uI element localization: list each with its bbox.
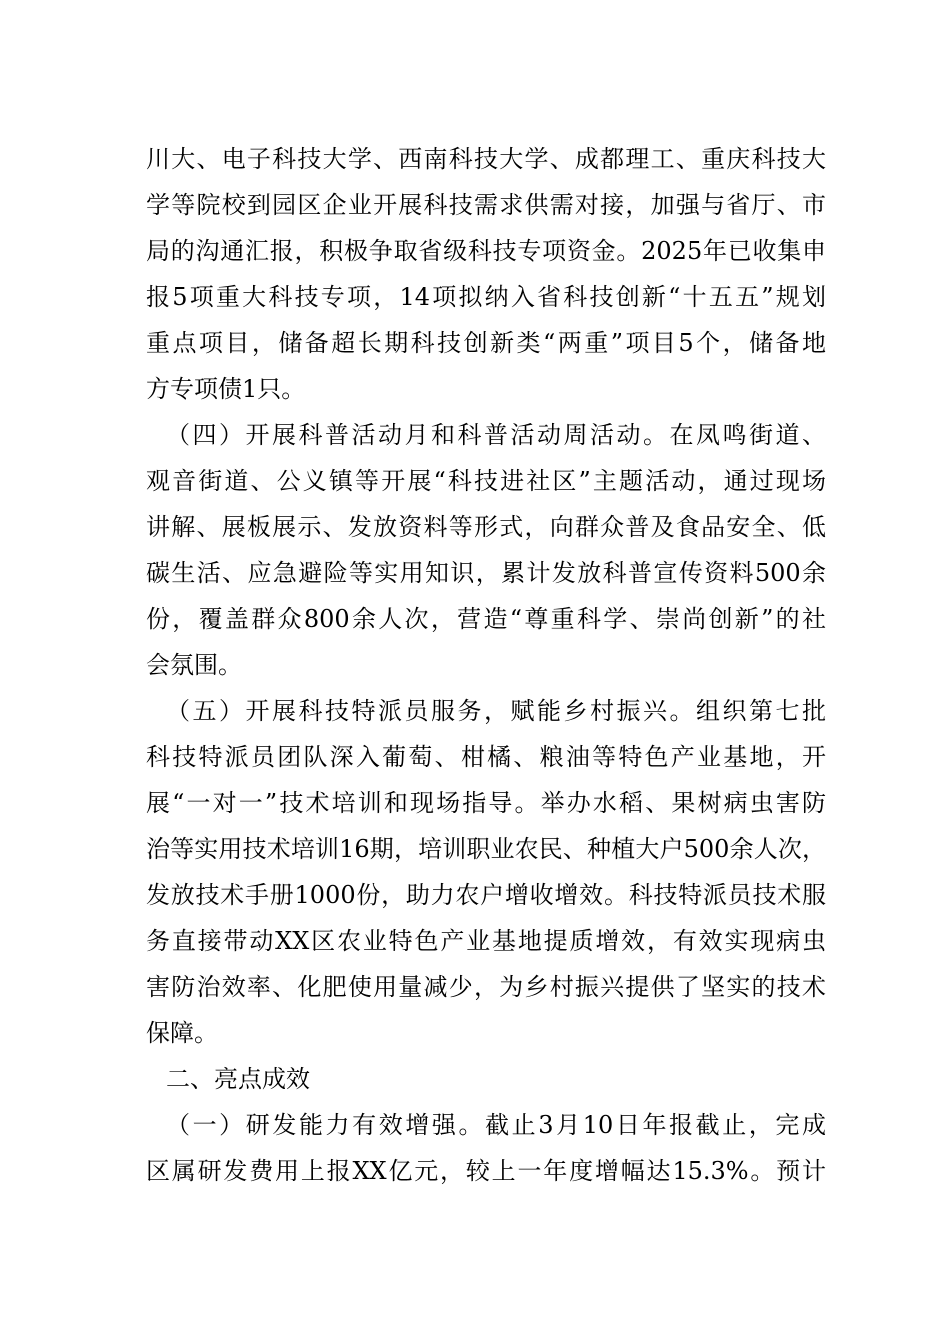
text-line: 保障。 xyxy=(146,1019,218,1047)
paragraph-science-popularization xyxy=(146,412,826,688)
text-line: 碳生活、应急避险等实用知识，累计发放科普宣传资料500余 xyxy=(146,559,826,587)
document-page xyxy=(146,136,826,1194)
text-line: 方专项债1只。 xyxy=(146,375,306,403)
text-line: 学等院校到园区企业开展科技需求供需对接，加强与省厅、市 xyxy=(146,191,826,219)
paragraph-science-funding xyxy=(146,136,826,412)
text-line: （四）开展科普活动月和科普活动周活动。在凤鸣街道、 xyxy=(166,421,826,449)
text-line: 区属研发费用上报XX亿元，较上一年度增幅达15.3%。预计 xyxy=(146,1157,826,1185)
text-line: （一）研发能力有效增强。截止3月10日年报截止，完成 xyxy=(166,1111,826,1139)
text-line: 川大、电子科技大学、西南科技大学、成都理工、重庆科技大 xyxy=(146,145,826,173)
text-line: 展“一对一”技术培训和现场指导。举办水稻、果树病虫害防 xyxy=(146,789,826,817)
text-line: 重点项目，储备超长期科技创新类“两重”项目5个，储备地 xyxy=(146,329,826,357)
text-line: 份，覆盖群众800余人次，营造“尊重科学、崇尚创新”的社 xyxy=(146,605,826,633)
paragraph-tech-envoys xyxy=(146,688,826,1056)
paragraph-rnd-capacity xyxy=(146,1102,826,1194)
text-line: 发放技术手册1000份，助力农户增收增效。科技特派员技术服 xyxy=(146,881,826,909)
section-heading: 二、亮点成效 xyxy=(166,1065,310,1093)
text-line: 观音街道、公义镇等开展“科技进社区”主题活动，通过现场 xyxy=(146,467,826,495)
text-line: 治等实用技术培训16期，培训职业农民、种植大户500余人次， xyxy=(146,835,826,863)
text-line: 讲解、展板展示、发放资料等形式，向群众普及食品安全、低 xyxy=(146,513,826,541)
text-line: 务直接带动XX区农业特色产业基地提质增效，有效实现病虫 xyxy=(146,927,826,955)
text-line: 科技特派员团队深入葡萄、柑橘、粮油等特色产业基地，开 xyxy=(146,743,826,771)
section-heading-highlights xyxy=(146,1056,826,1102)
text-line: （五）开展科技特派员服务，赋能乡村振兴。组织第七批 xyxy=(166,697,826,725)
text-line: 报5项重大科技专项，14项拟纳入省科技创新“十五五”规划 xyxy=(146,283,826,311)
text-line: 会氛围。 xyxy=(146,651,242,679)
text-line: 害防治效率、化肥使用量减少，为乡村振兴提供了坚实的技术 xyxy=(146,973,826,1001)
text-line: 局的沟通汇报，积极争取省级科技专项资金。2025年已收集申 xyxy=(146,237,826,265)
